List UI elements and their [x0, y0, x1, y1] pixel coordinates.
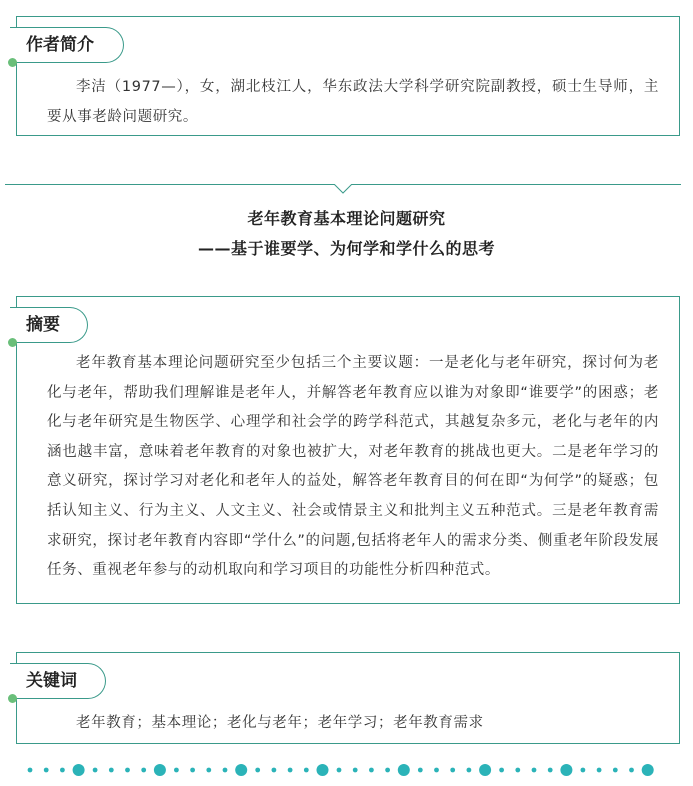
- decor-dot: [613, 768, 618, 773]
- decor-dot: [385, 768, 390, 773]
- decor-dot: [141, 768, 146, 773]
- decor-dot: [642, 764, 654, 776]
- decor-dot: [93, 768, 98, 773]
- decor-dot: [450, 768, 455, 773]
- decor-dot: [581, 768, 586, 773]
- divider-notch: [334, 184, 352, 194]
- decor-dot: [418, 768, 423, 773]
- abstract-heading: 摘要: [10, 307, 88, 343]
- decor-dot: [337, 768, 342, 773]
- decor-dot: [629, 768, 634, 773]
- decor-dot: [272, 768, 277, 773]
- decor-dot: [174, 768, 179, 773]
- decor-dot: [398, 764, 410, 776]
- decor-dot: [125, 768, 130, 773]
- keywords-text: 老年教育；基本理论；老化与老年；老年学习；老年教育需求: [76, 715, 484, 731]
- author-box: [16, 16, 680, 136]
- decor-dot: [255, 768, 260, 773]
- decor-dot: [223, 768, 228, 773]
- decor-dot: [467, 768, 472, 773]
- decor-dot: [190, 768, 195, 773]
- decor-dot: [28, 768, 33, 773]
- keywords-heading: 关键词: [10, 663, 106, 699]
- decor-dot: [479, 764, 491, 776]
- decor-dot: [235, 764, 247, 776]
- decor-dot: [44, 768, 49, 773]
- article-title: 老年教育基本理论问题研究: [247, 209, 446, 228]
- article-subtitle: ——基于谁要学、为何学和学什么的思考: [197, 239, 495, 258]
- decor-dot: [353, 768, 358, 773]
- decor-dot: [369, 768, 374, 773]
- decor-dot: [60, 768, 65, 773]
- decor-dot: [288, 768, 293, 773]
- decor-dot: [434, 768, 439, 773]
- author-text: 李洁（1977—），女，湖北枝江人，华东政法大学科学研究院副教授，硕士生导师，主要从事老龄问题研究。: [47, 79, 659, 125]
- author-heading: 作者简介: [10, 27, 124, 63]
- decorative-dots: [24, 762, 664, 778]
- decor-dot: [109, 768, 114, 773]
- decor-dot: [548, 768, 553, 773]
- decor-dot: [206, 768, 211, 773]
- decor-dot: [532, 768, 537, 773]
- decor-dot: [560, 764, 572, 776]
- keywords-box: [16, 652, 680, 744]
- decor-dot: [317, 764, 329, 776]
- abstract-box: [16, 296, 680, 604]
- decor-dot: [515, 768, 520, 773]
- abstract-text: 老年教育基本理论问题研究至少包括三个主要议题：一是老化与老年研究，探讨何为老化与老年，帮助我们理解谁是老年人，并解答老年教育应以谁为对象即“谁要学”的困惑；老化与老年研究是生物医学、心理学和社会学的跨学科范式，其越复杂多元，老化与老年的内涵也越丰富，意味着老年教育的对象也被扩大，对老年教育的挑战也更大。二是老年学习的意义研究，探讨学习对老化和老年人的益处，解答老年教育目的何在即“为何学”的疑惑；包括认知主义、行为主义、人文主义、社会或情景主义和批判主义五种范式。三是老年教育需求研究，探讨老年教育内容即“学什么”的问题,包括将老年人的需求分类、侧重老年阶段发展任务、重视老年参与的动机取向和学习项目的功能性分析四种范式。: [47, 355, 659, 579]
- decor-dot: [73, 764, 85, 776]
- decor-dot: [304, 768, 309, 773]
- decor-dot: [154, 764, 166, 776]
- decor-dot: [597, 768, 602, 773]
- decor-dot: [499, 768, 504, 773]
